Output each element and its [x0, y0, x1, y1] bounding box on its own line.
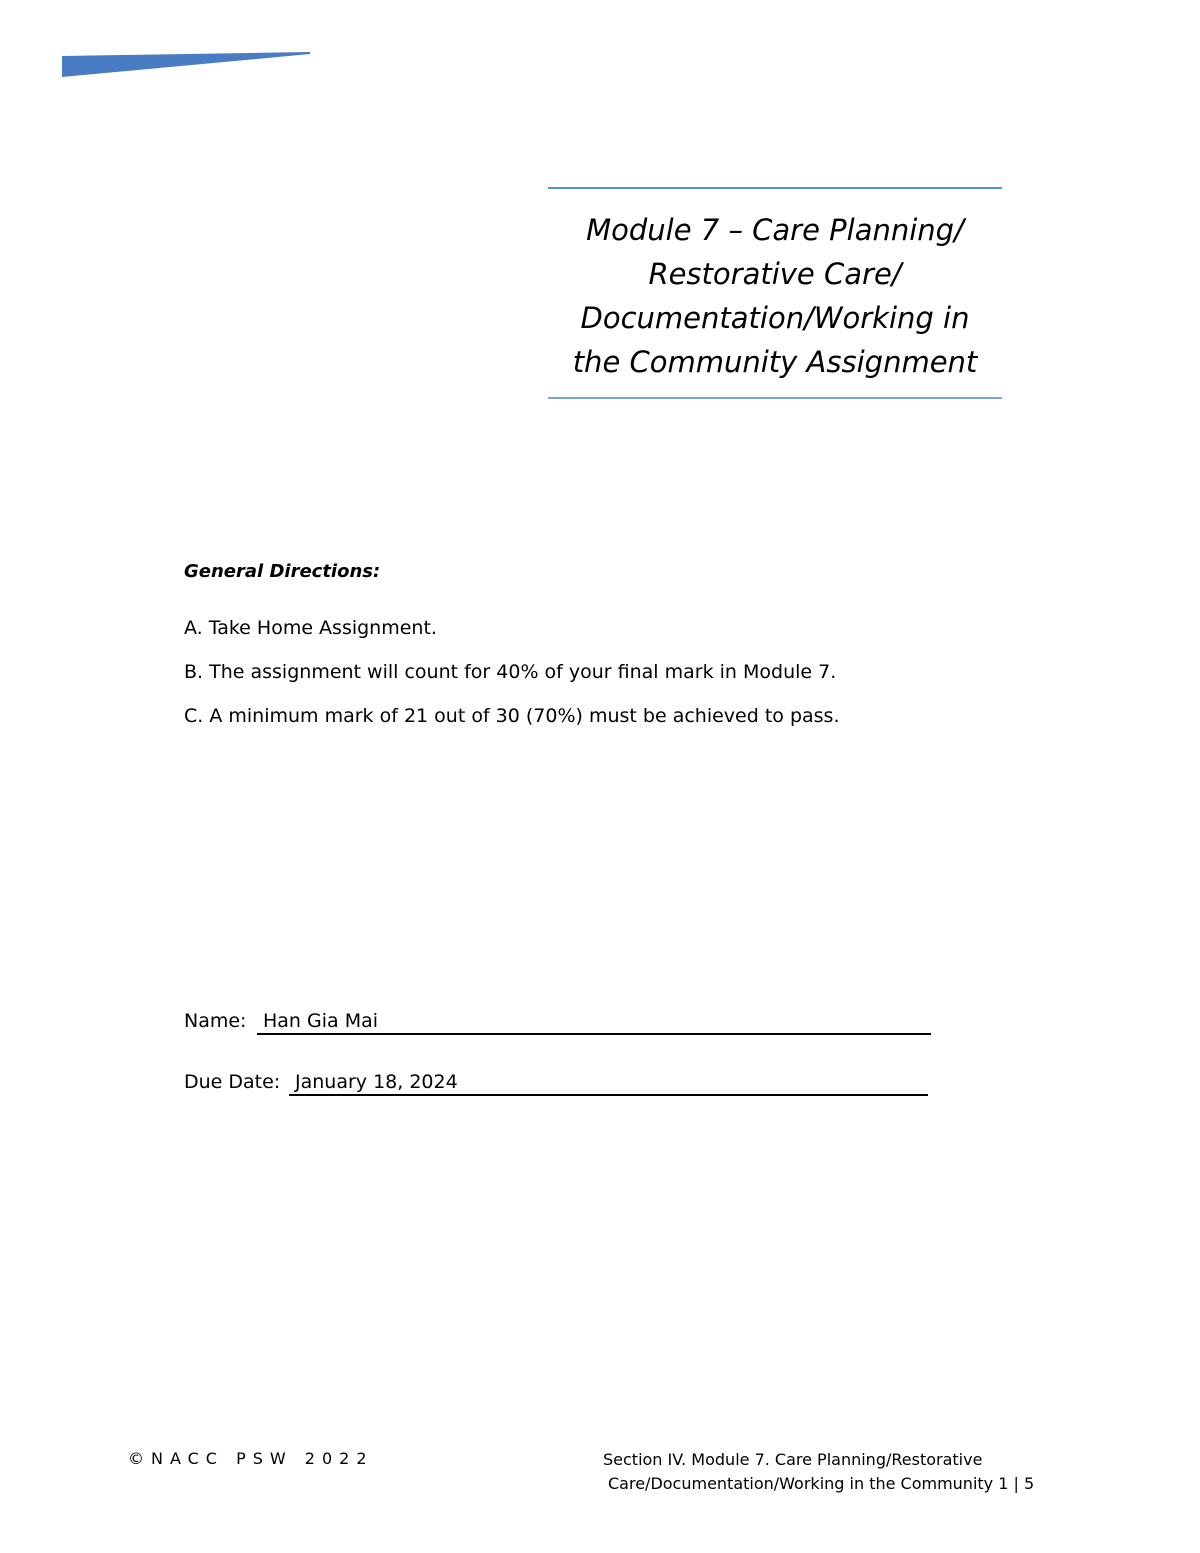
due-date-field-row [184, 1070, 458, 1094]
title-line: the Community Assignment [572, 345, 978, 379]
footer-copyright: ©NACC PSW 2022 [128, 1449, 374, 1468]
document-title [548, 208, 1002, 384]
direction-item: B. The assignment will count for 40% of your final mark in Module 7. [184, 661, 837, 683]
direction-item: A. Take Home Assignment. [184, 617, 437, 639]
due-date-label: Due Date: [184, 1071, 281, 1093]
title-line: Restorative Care/ [648, 257, 902, 291]
footer-section-info [600, 1448, 1050, 1496]
footer-section-line2: Care/Documentation/Working in the Community [608, 1474, 994, 1493]
directions-heading: General Directions: [184, 561, 381, 582]
footer-section-line1: Section IV. Module 7. Care Planning/Restorative [603, 1450, 983, 1469]
footer-section-line2-row [600, 1472, 1050, 1496]
name-label: Name: [184, 1010, 247, 1032]
title-line: Module 7 – Care Planning/ [586, 213, 964, 247]
general-directions [184, 560, 984, 727]
name-field[interactable] [257, 1009, 931, 1035]
header-accent-bar [62, 52, 312, 80]
direction-item: C. A minimum mark of 21 out of 30 (70%) must be achieved to pass. [184, 705, 840, 727]
name-field-row [184, 1009, 379, 1033]
title-bottom-rule [548, 397, 1002, 399]
title-top-rule [548, 187, 1002, 189]
name-value: Han Gia Mai [263, 1010, 379, 1032]
due-date-value: January 18, 2024 [295, 1071, 458, 1093]
due-date-field[interactable] [289, 1070, 928, 1096]
title-line: Documentation/Working in [580, 301, 970, 335]
page-number: 1 | 5 [998, 1474, 1035, 1493]
title-block [548, 186, 1002, 400]
